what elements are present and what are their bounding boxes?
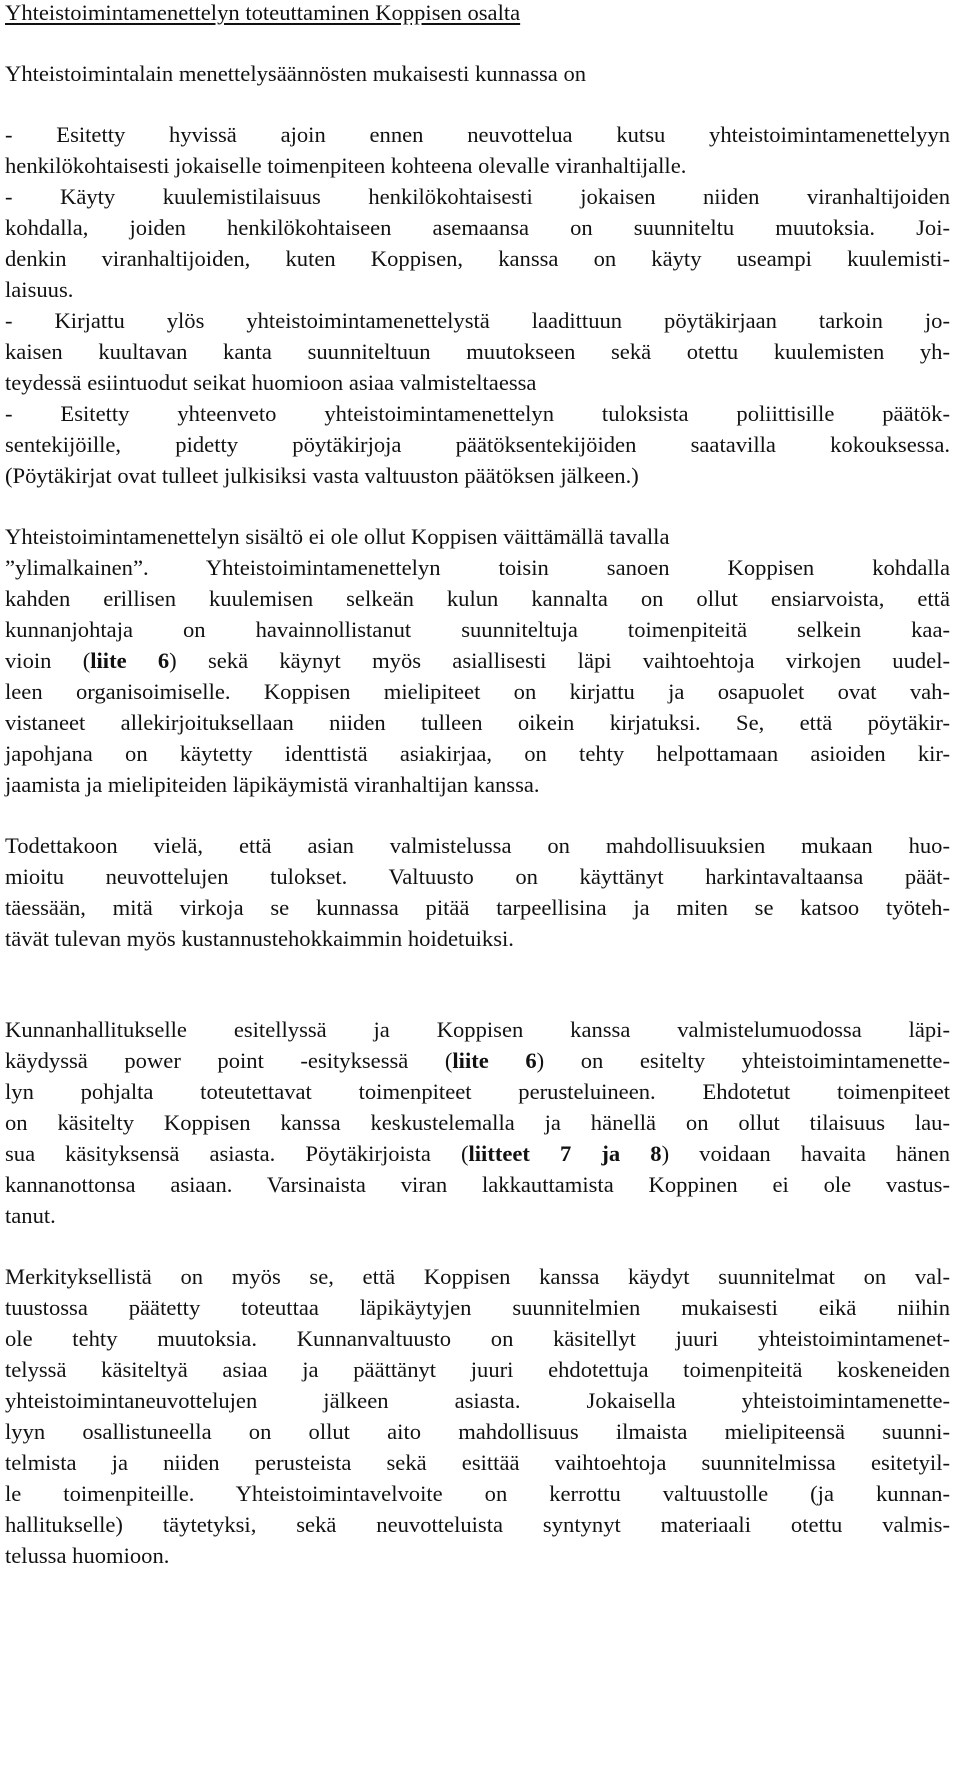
paragraph-line: le toimenpiteille. Yhteistoimintavelvoite on kerrottu valtuustolle (ja kunnan- (5, 1481, 950, 1506)
list-line: kaisen kuultavan kanta suunniteltuun muutokseen sekä otettu kuulemisten yh- (5, 339, 950, 364)
list-line: sentekijöille, pidetty pöytäkirjoja päätöksentekijöiden saatavilla kokouksessa. (5, 432, 950, 457)
paragraph-line: hallitukselle) täytetyksi, sekä neuvotteluista syntynyt materiaali otettu valmis- (5, 1512, 950, 1537)
paragraph-line (5, 1050, 950, 1073)
paragraph-line: vistaneet allekirjoituksellaan niiden tulleen oikein kirjatuksi. Se, että pöytäkir- (5, 710, 950, 735)
paragraph-line (5, 1143, 950, 1166)
paragraph-line: tuustossa päätetty toteuttaa läpikäytyjen suunnitelmien mukaisesti eikä niihin (5, 1295, 950, 1320)
paragraph-line: telmista ja niiden perusteista sekä esittää vaihtoehtoja suunnitelmissa esitetyil- (5, 1450, 950, 1475)
list-line: kohdalla, joiden henkilökohtaiseen asemaansa on suunniteltu muutoksia. Joi- (5, 215, 950, 240)
paragraph-line: japohjana on käytetty identtistä asiakirjaa, on tehty helpottamaan asioiden kir- (5, 741, 950, 766)
paragraph-line: Kunnanhallitukselle esitellyssä ja Koppisen kanssa valmistelumuodossa läpi- (5, 1017, 950, 1042)
paragraph-line: Todettakoon vielä, että asian valmistelussa on mahdollisuuksien mukaan huo- (5, 833, 950, 858)
paragraph-line: kannanottonsa asiaan. Varsinaista viran lakkauttamista Koppinen ei ole vastus- (5, 1172, 950, 1197)
intro-text: Yhteistoimintalain menettelysäännösten mukaisesti kunnassa on (5, 61, 587, 86)
paragraph-text: ) on esitelty yhteistoimintamenette- (536, 1048, 950, 1073)
list-line: henkilökohtaisesti jokaiselle toimenpiteen kohteena olevalle viranhaltijalle. (5, 153, 687, 178)
attachment-reference: liite 6 (452, 1048, 537, 1073)
paragraph-line: jaamista ja mielipiteiden läpikäymistä viranhaltijan kanssa. (5, 772, 540, 797)
paragraph-line (5, 650, 950, 673)
list-line: teydessä esiintuodut seikat huomioon asiaa valmisteltaessa (5, 370, 537, 395)
paragraph-line: ole tehty muutoksia. Kunnanvaltuusto on käsitellyt juuri yhteistoimintamenet- (5, 1326, 950, 1351)
paragraph-line: lyn pohjalta toteutettavat toimenpiteet perusteluineen. Ehdotetut toimenpiteet (5, 1079, 950, 1104)
paragraph-line: ”ylimalkainen”. Yhteistoimintamenettelyn toisin sanoen Koppisen kohdalla (5, 555, 950, 580)
paragraph-line: Merkityksellistä on myös se, että Koppisen kanssa käydyt suunnitelmat on val- (5, 1264, 950, 1289)
paragraph-line: tanut. (5, 1203, 56, 1228)
paragraph-line: mioitu neuvottelujen tulokset. Valtuusto on käyttänyt harkintavaltaansa päät- (5, 864, 950, 889)
document-heading: Yhteistoimintamenettelyn toteuttaminen Koppisen osalta (5, 0, 521, 25)
list-line: - Kirjattu ylös yhteistoimintamenettelystä laadittuun pöytäkirjaan tarkoin jo- (5, 308, 950, 333)
list-line: - Esitetty hyvissä ajoin ennen neuvottelua kutsu yhteistoimintamenettelyyn (5, 122, 950, 147)
paragraph-line: telussa huomioon. (5, 1543, 170, 1568)
list-line: (Pöytäkirjat ovat tulleet julkisiksi vasta valtuuston päätöksen jälkeen.) (5, 463, 639, 488)
paragraph-line: lyyn osallistuneella on ollut aito mahdollisuus ilmaista mielipiteensä suunni- (5, 1419, 950, 1444)
paragraph-line: on käsitelty Koppisen kanssa keskustelemalla ja hänellä on ollut tilaisuus lau- (5, 1110, 950, 1135)
list-line: - Käyty kuulemistilaisuus henkilökohtaisesti jokaisen niiden viranhaltijoiden (5, 184, 950, 209)
attachment-reference: liite 6 (90, 648, 170, 673)
paragraph-text: sua käsityksensä asiasta. Pöytäkirjoista ( (5, 1141, 469, 1166)
paragraph-line: täessään, mitä virkoja se kunnassa pitää tarpeellisina ja miten se katsoo työteh- (5, 895, 950, 920)
paragraph-line: tävät tulevan myös kustannustehokkaimmin hoidetuiksi. (5, 926, 514, 951)
paragraph-text: käydyssä power point -esityksessä ( (5, 1048, 453, 1073)
paragraph-line: leen organisoimiselle. Koppisen mielipiteet on kirjattu ja osapuolet ovat vah- (5, 679, 950, 704)
list-line: - Esitetty yhteenveto yhteistoimintamenettelyn tuloksista poliittisille päätök- (5, 401, 950, 426)
paragraph-text: vioin ( (5, 648, 91, 673)
attachment-reference: liitteet 7 ja 8 (468, 1141, 662, 1166)
paragraph-line: kunnanjohtaja on havainnollistanut suunniteltuja toimenpiteitä selkein kaa- (5, 617, 950, 642)
paragraph-text: ) sekä käynyt myös asiallisesti läpi vaihtoehtoja virkojen uudel- (169, 648, 950, 673)
list-line: laisuus. (5, 277, 74, 302)
paragraph-line: Yhteistoimintamenettelyn sisältö ei ole ollut Koppisen väittämällä tavalla (5, 524, 670, 549)
list-line: denkin viranhaltijoiden, kuten Koppisen, kanssa on käyty useampi kuulemisti- (5, 246, 950, 271)
paragraph-line: kahden erillisen kuulemisen selkeän kulun kannalta on ollut ensiarvoista, että (5, 586, 950, 611)
paragraph-line: yhteistoimintaneuvottelujen jälkeen asiasta. Jokaisella yhteistoimintamenette- (5, 1388, 950, 1413)
paragraph-line: telyssä käsiteltyä asiaa ja päättänyt juuri ehdotettuja toimenpiteitä koskeneiden (5, 1357, 950, 1382)
paragraph-text: ) voidaan havaita hänen (661, 1141, 950, 1166)
